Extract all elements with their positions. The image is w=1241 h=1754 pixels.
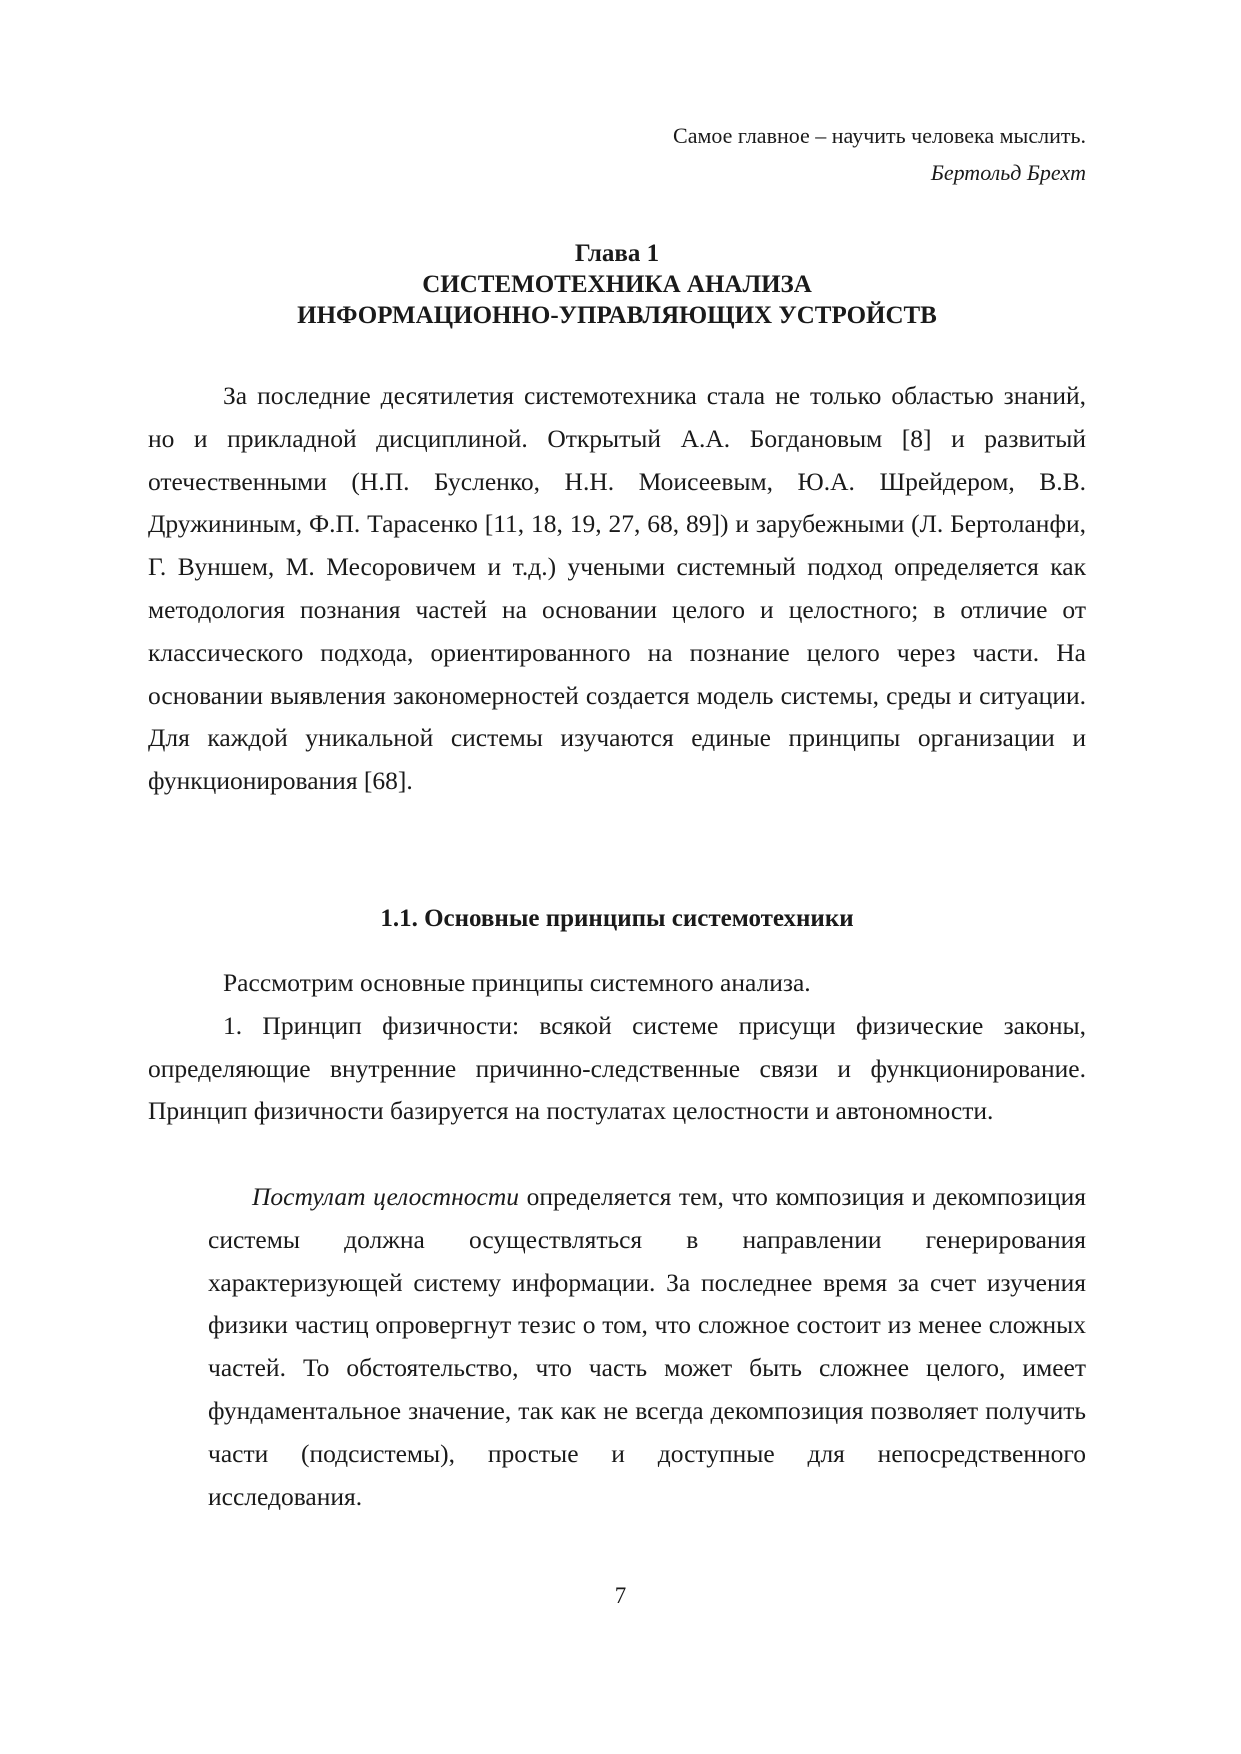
section-lead-paragraph: Рассмотрим основные принципы системного анализа. — [223, 968, 811, 997]
page-number: 7 — [614, 1583, 627, 1608]
intro-paragraph: За последние десятилетия системотехника стала не только областью знаний, но и прикладной дисциплиной. Открытый А.А. Богдановым [8] и развитый отечественными (Н.П. Бусленко, Н.Н. Моисеевым, Ю.А. Шрейдером, В.В. Дружининым, Ф.П. Тарасенко [11, 18, 19, 27, 68, 89]) и зарубежными (Л. Бертоланфи, Г. Вуншем, М. Месоровичем и т.д.) учеными системный подход определяется как методология познания частей на основании целого и целостного; в отличие от классического подхода, ориентированного на познание целого через части. На основании выявления закономерностей создается модель системы, среды и ситуации. Для каждой уникальной системы изучаются единые принципы организации и функционирования [68]. — [148, 381, 1086, 796]
principle-1-paragraph: 1. Принцип физичности: всякой системе присущи физические законы, определяющие внутренние причинно-следственные связи и функционирование. Принцип физичности базируется на постулатах целостности и автономности. — [148, 1010, 1086, 1126]
section-body — [148, 962, 1086, 1133]
chapter-title-line-1: СИСТЕМОТЕХНИКА АНАЛИЗА — [422, 271, 812, 298]
epigraph-quote: Самое главное – научить человека мыслить. — [673, 123, 1086, 148]
chapter-number: Глава 1 — [574, 240, 660, 267]
epigraph-author: Бертольд Брехт — [930, 160, 1086, 185]
postulate-text: определяется тем, что композиция и декомпозиция системы должна осуществляться в направлении генерирования характеризующей систему информации. За последнее время за счет изучения физики частиц опровергнут тезис о том, что сложное состоит из менее сложных частей. То обстоятельство, что часть может быть сложнее целого, имеет фундаментальное значение, так как не всегда декомпозиция позволяет получить части (подсистемы), простые и доступные для непосредственного исследования. — [208, 1182, 1086, 1511]
postulate-block — [208, 1176, 1086, 1518]
chapter-heading — [148, 238, 1086, 331]
postulate-term: Постулат целостности — [252, 1182, 519, 1211]
section-title: 1.1. Основные принципы системотехники — [380, 905, 854, 932]
epigraph — [673, 117, 1086, 191]
intro-section — [148, 375, 1086, 803]
chapter-title-line-2: ИНФОРМАЦИОННО-УПРАВЛЯЮЩИХ УСТРОЙСТВ — [297, 302, 937, 329]
postulate-paragraph — [208, 1176, 1086, 1518]
